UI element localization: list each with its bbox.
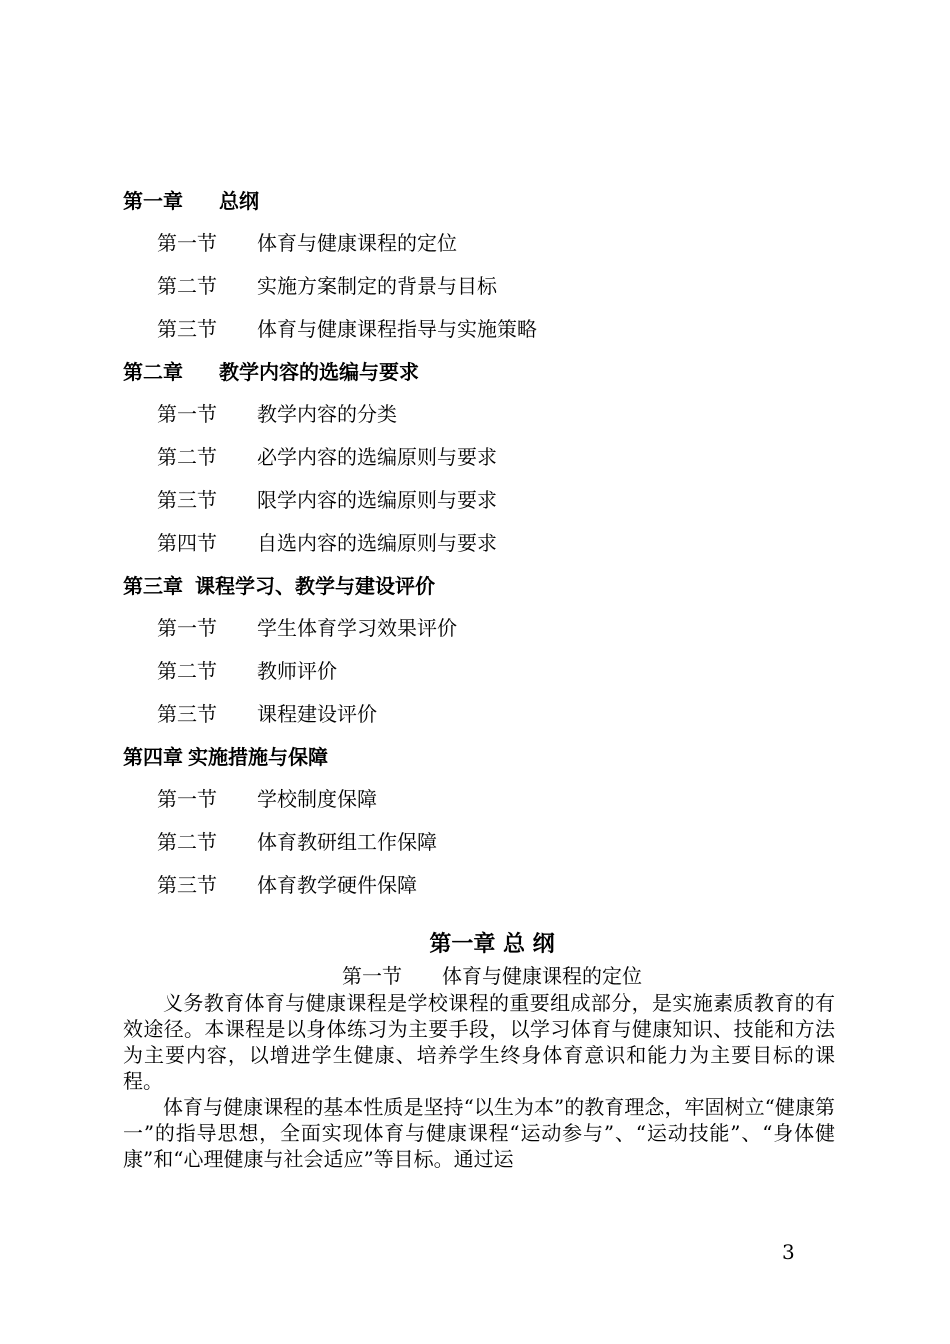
toc-section-title: 学生体育学习效果评价 <box>257 616 457 640</box>
toc-section-number: 第三节 <box>157 317 217 341</box>
page-number: 3 <box>782 1240 795 1264</box>
table-of-contents <box>123 178 843 905</box>
toc-section-number: 第三节 <box>157 702 217 726</box>
section-heading-number: 第一节 <box>342 964 402 988</box>
toc-chapter-title: 实施措施与保障 <box>188 744 328 769</box>
toc-chapter-number: 第一章 <box>123 188 183 213</box>
toc-section <box>123 862 843 905</box>
toc-section <box>123 691 843 734</box>
toc-section <box>123 391 843 434</box>
toc-section-title: 教师评价 <box>257 659 337 683</box>
toc-chapter <box>123 734 843 776</box>
toc-section-number: 第二节 <box>157 445 217 469</box>
toc-chapter-number: 第四章 <box>123 744 183 769</box>
toc-section <box>123 434 843 477</box>
toc-section-title: 教学内容的分类 <box>257 402 397 426</box>
toc-section <box>123 776 843 819</box>
toc-section-number: 第一节 <box>157 616 217 640</box>
toc-section <box>123 306 843 349</box>
toc-chapter-number: 第三章 <box>123 573 183 598</box>
toc-section-title: 限学内容的选编原则与要求 <box>257 488 497 512</box>
toc-section-title: 体育与健康课程的定位 <box>257 231 457 255</box>
toc-chapter <box>123 349 843 391</box>
toc-section-title: 课程建设评价 <box>257 702 377 726</box>
toc-section <box>123 819 843 862</box>
toc-chapter-title: 教学内容的选编与要求 <box>219 359 419 384</box>
toc-chapter-title: 课程学习、教学与建设评价 <box>195 573 435 598</box>
toc-section-number: 第四节 <box>157 531 217 555</box>
toc-section-number: 第二节 <box>157 830 217 854</box>
toc-chapter <box>123 178 843 220</box>
toc-section <box>123 605 843 648</box>
toc-section-number: 第二节 <box>157 274 217 298</box>
toc-section <box>123 477 843 520</box>
toc-section <box>123 648 843 691</box>
toc-section-title: 体育与健康课程指导与实施策略 <box>257 317 537 341</box>
toc-section-number: 第二节 <box>157 659 217 683</box>
paragraph: 义务教育体育与健康课程是学校课程的重要组成部分，是实施素质教育的有效途径。本课程是以身体练习为主要手段，以学习体育与健康知识、技能和方法为主要内容，以增进学生健康、培养学生终身体育意识和能力为主要目标的课程。 <box>123 991 835 1093</box>
toc-section-title: 必学内容的选编原则与要求 <box>257 445 497 469</box>
toc-section <box>123 220 843 263</box>
toc-section-title: 学校制度保障 <box>257 787 377 811</box>
toc-section-number: 第一节 <box>157 787 217 811</box>
toc-section <box>123 263 843 306</box>
toc-chapter <box>123 563 843 605</box>
toc-section-title: 体育教学硬件保障 <box>257 873 417 897</box>
toc-section <box>123 520 843 563</box>
toc-section-title: 体育教研组工作保障 <box>257 830 437 854</box>
toc-section-number: 第一节 <box>157 231 217 255</box>
toc-chapter-title: 总纲 <box>219 188 259 213</box>
section-heading-title: 体育与健康课程的定位 <box>442 964 642 988</box>
toc-chapter-number: 第二章 <box>123 359 183 384</box>
toc-section-number: 第三节 <box>157 488 217 512</box>
toc-section-title: 自选内容的选编原则与要求 <box>257 531 497 555</box>
paragraph: 体育与健康课程的基本性质是坚持“以生为本”的教育理念，牢固树立“健康第一”的指导思想，全面实现体育与健康课程“运动参与”、“运动技能”、“身体健康”和“心理健康与社会适应”等目标。通过运 <box>123 1095 835 1171</box>
toc-section-number: 第一节 <box>157 402 217 426</box>
section-heading <box>123 962 835 990</box>
toc-section-number: 第三节 <box>157 873 217 897</box>
toc-section-title: 实施方案制定的背景与目标 <box>257 274 497 298</box>
body-content <box>123 928 835 1172</box>
chapter-heading: 第一章 总 纲 <box>429 932 555 957</box>
